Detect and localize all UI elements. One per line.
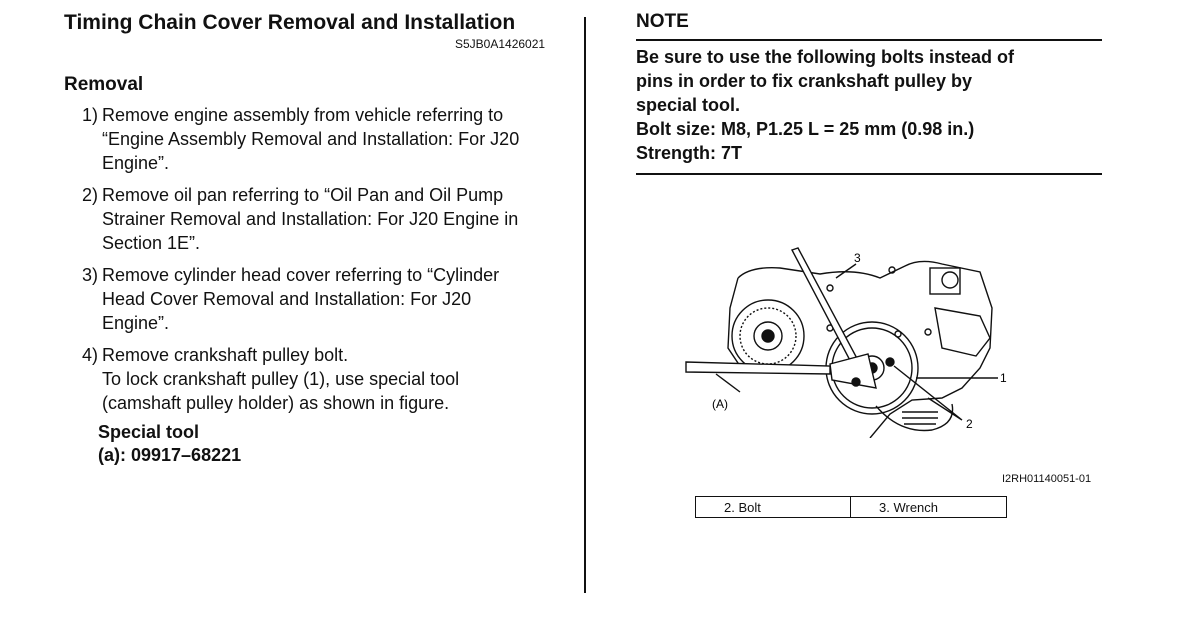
engine-figure — [680, 238, 1010, 438]
step-line: Remove oil pan referring to “Oil Pan and Oil Pump — [102, 185, 504, 205]
step-item — [64, 263, 574, 335]
note-line: Be sure to use the following bolts instead of — [636, 47, 1015, 67]
note-line: Strength: 7T — [636, 143, 742, 163]
step-line: Section 1E”. — [102, 233, 201, 253]
step-line: Remove engine assembly from vehicle referring to — [102, 105, 504, 125]
special-tool — [98, 421, 241, 467]
legend-item-bolt: 2. Bolt — [696, 497, 851, 518]
figure-code: I2RH01140051-01 — [1002, 473, 1092, 485]
note-line: special tool. — [636, 95, 741, 115]
step-line: (camshaft pulley holder) as shown in figure. — [102, 393, 450, 413]
step-number: 3) — [81, 265, 98, 285]
step-line: Engine”. — [102, 313, 170, 333]
legend-item-wrench: 3. Wrench — [851, 497, 1007, 518]
legend-row — [696, 497, 1007, 518]
removal-steps — [64, 103, 574, 423]
callout-2: 2 — [966, 417, 973, 431]
step-number: 4) — [81, 345, 98, 365]
document-id: S5JB0A1426021 — [455, 37, 546, 51]
note-line: Bolt size: M8, P1.25 L = 25 mm (0.98 in.) — [636, 119, 975, 139]
removal-heading: Removal — [64, 74, 144, 95]
callout-1: 1 — [1000, 371, 1007, 385]
step-item — [64, 343, 574, 415]
step-item — [64, 103, 574, 175]
special-tool-label: Special tool — [98, 422, 200, 442]
step-number: 1) — [81, 105, 98, 125]
step-line: Head Cover Removal and Installation: For J20 — [102, 289, 472, 309]
step-line: Remove cylinder head cover referring to “Cylinder — [102, 265, 500, 285]
note-heading: NOTE — [636, 11, 689, 32]
callout-tool-a: (A) — [712, 397, 728, 411]
step-number: 2) — [81, 185, 98, 205]
step-line: To lock crankshaft pulley (1), use special tool — [102, 369, 460, 389]
step-line: Strainer Removal and Installation: For J20 Engine in — [102, 209, 519, 229]
page-title: Timing Chain Cover Removal and Installation — [64, 11, 516, 34]
note-box — [636, 39, 1102, 175]
step-item — [64, 183, 574, 255]
special-tool-value: (a): 09917–68221 — [98, 445, 242, 465]
note-line: pins in order to fix crankshaft pulley by — [636, 71, 973, 91]
column-divider — [584, 17, 586, 593]
step-line: Remove crankshaft pulley bolt. — [102, 345, 349, 365]
step-line: “Engine Assembly Removal and Installation: For J20 — [102, 129, 520, 149]
figure-legend — [695, 496, 1007, 518]
step-line: Engine”. — [102, 153, 170, 173]
callout-3: 3 — [854, 251, 861, 265]
